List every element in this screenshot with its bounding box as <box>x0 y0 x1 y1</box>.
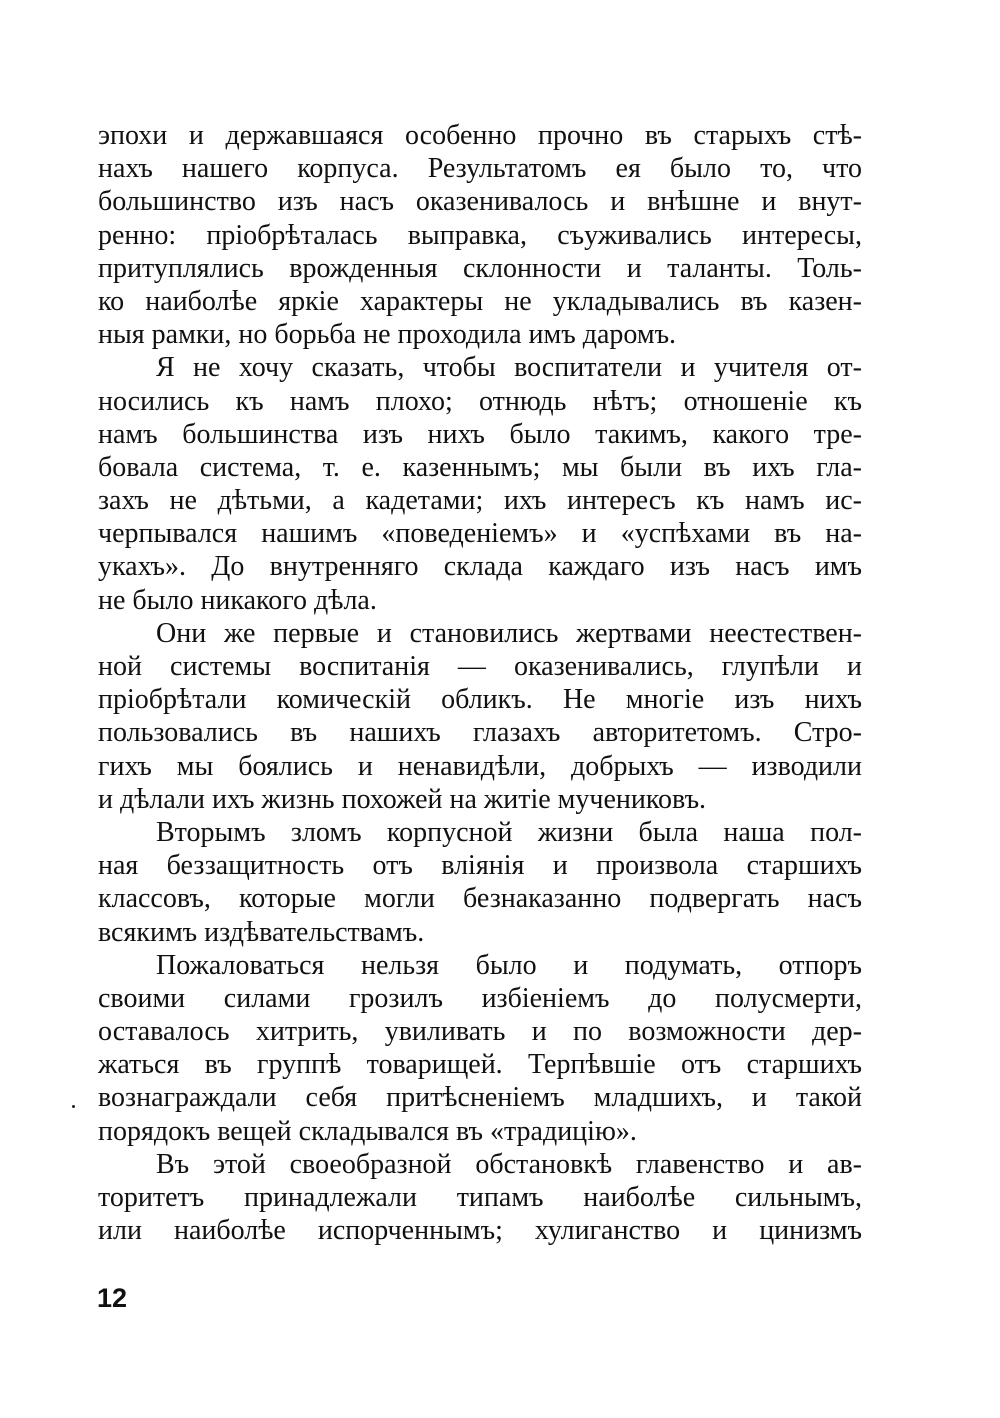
text-line: или наиболѣе испорченнымъ; хулиганство и цинизмъ <box>98 1215 862 1247</box>
text-line: большинство изъ насъ оказенивалось и внѣшне и внут- <box>98 186 862 218</box>
page-number: 12 <box>97 1283 128 1313</box>
text-line: укахъ». До внутренняго склада каждаго изъ насъ имъ <box>98 551 862 583</box>
text-line: захъ не дѣтьми, а кадетами; ихъ интересъ къ намъ ис- <box>98 485 862 517</box>
text-line: Пожаловаться нельзя было и подумать, отпоръ <box>156 949 862 981</box>
paragraph <box>98 949 862 1148</box>
text-line: бовала система, т. е. казеннымъ; мы были въ ихъ гла- <box>98 451 862 483</box>
text-line: ко наиболѣе яркіе характеры не укладывались въ казен- <box>98 285 862 317</box>
text-line: пріобрѣтали комическій обликъ. Не многіе изъ нихъ <box>98 684 862 716</box>
text-line: ная беззащитность отъ вліянія и произвола старшихъ <box>98 850 862 882</box>
text-line: всякимъ издѣвательствамъ. <box>98 916 425 948</box>
text-line: Въ этой своеобразной обстановкѣ главенство и ав- <box>156 1148 862 1180</box>
text-line: порядокъ вещей складывался въ «традицію». <box>98 1115 637 1147</box>
paragraph <box>98 351 862 617</box>
text-line: Вторымъ зломъ корпусной жизни была наша пол- <box>156 816 862 848</box>
paragraph <box>98 1148 862 1248</box>
text-line: намъ большинства изъ нихъ было такимъ, какого тре- <box>98 418 862 450</box>
paragraph <box>98 617 862 816</box>
text-line: эпохи и державшаяся особенно прочно въ старыхъ стѣ- <box>98 120 862 151</box>
text-line: носились къ намъ плохо; отнюдь нѣтъ; отношеніе къ <box>98 385 862 417</box>
text-line: притуплялись врожденныя склонности и таланты. Толь- <box>98 252 862 284</box>
print-speck <box>72 1105 75 1108</box>
text-line: и дѣлали ихъ жизнь похожей на житіе мучениковъ. <box>98 783 707 815</box>
page-body-text <box>98 119 862 1247</box>
text-line: пользовались въ нашихъ глазахъ авторитетомъ. Стро- <box>98 717 862 749</box>
text-line: ныя рамки, но борьба не проходила имъ даромъ. <box>98 319 677 351</box>
text-line: вознаграждали себя притѣсненіемъ младшихъ, и такой <box>98 1082 862 1114</box>
text-line: ной системы воспитанія — оказенивались, глупѣли и <box>98 651 862 682</box>
text-line: не было никакого дѣла. <box>98 584 377 616</box>
text-line: гихъ мы боялись и ненавидѣли, добрыхъ — изводили <box>98 750 862 782</box>
text-line: оставалось хитрить, увиливать и по возможности дер- <box>98 1016 862 1048</box>
text-line: классовъ, которые могли безнаказанно подвергать насъ <box>98 883 862 915</box>
text-line: жаться въ группѣ товарищей. Терпѣвшіе отъ старшихъ <box>98 1049 862 1081</box>
text-line: Они же первые и становились жертвами неестествен- <box>156 617 862 649</box>
text-line: нахъ нашего корпуса. Результатомъ ея было то, что <box>98 153 862 185</box>
text-line: Я не хочу сказать, чтобы воспитатели и учителя от- <box>156 352 862 384</box>
text-line: черпывался нашимъ «поведеніемъ» и «успѣхами въ на- <box>98 518 862 550</box>
paragraph <box>98 816 862 949</box>
text-line: своими силами грозилъ избіеніемъ до полусмерти, <box>98 982 862 1014</box>
text-line: ренно: пріобрѣталась выправка, съуживались интересы, <box>98 219 862 251</box>
text-line: торитетъ принадлежали типамъ наиболѣе сильнымъ, <box>98 1182 862 1213</box>
paragraph <box>98 119 862 351</box>
